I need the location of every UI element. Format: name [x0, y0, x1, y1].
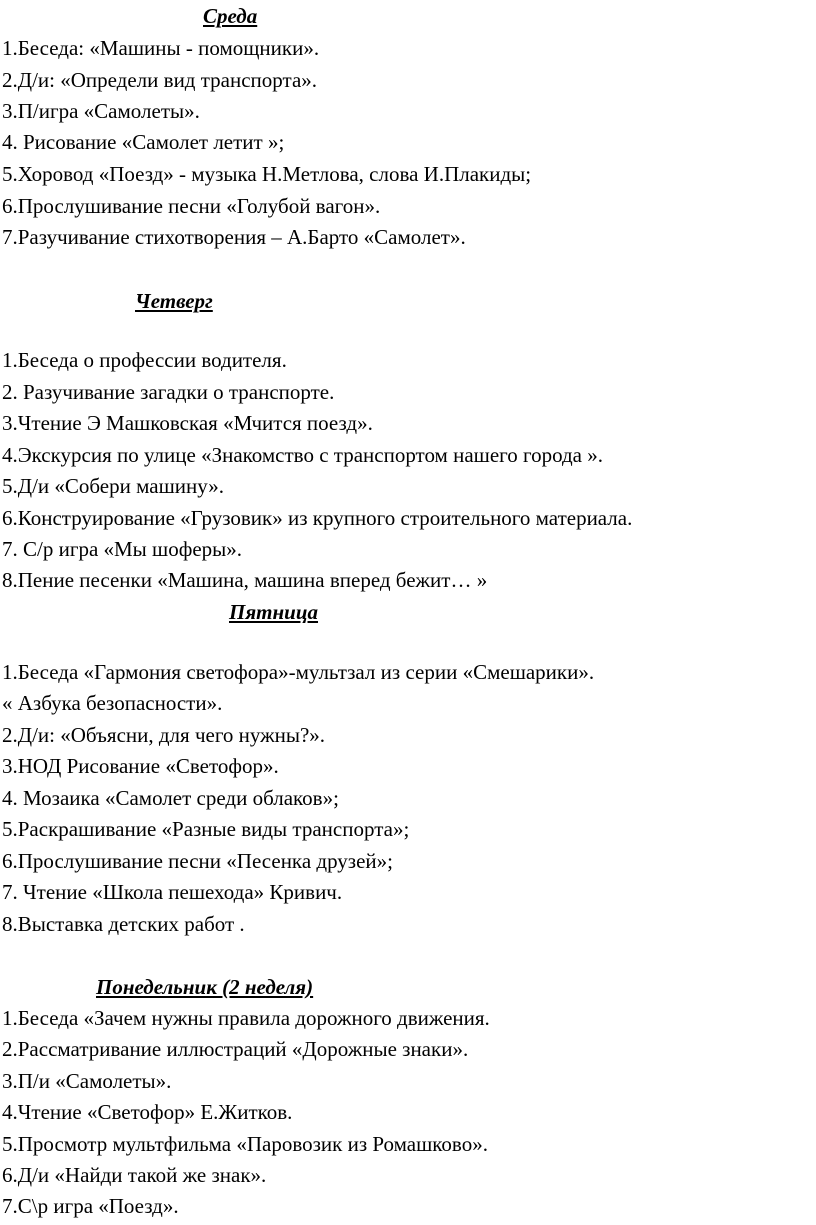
section-title-thursday: Четверг [135, 289, 213, 313]
wednesday-item-6: 6.Прослушивание песни «Голубой вагон». [2, 194, 381, 218]
wednesday-item-3: 3.П/игра «Самолеты». [2, 99, 200, 123]
section-title-monday-week-2: Понедельник (2 неделя) [96, 975, 314, 999]
friday-item-1-continuation: « Азбука безопасности». [2, 691, 223, 715]
friday-item-7: 7. Чтение «Школа пешехода» Кривич. [2, 880, 343, 904]
monday-item-4: 4.Чтение «Светофор» Е.Житков. [2, 1100, 293, 1124]
wednesday-item-4: 4. Рисование «Самолет летит »; [2, 130, 285, 154]
friday-item-5: 5.Раскрашивание «Разные виды транспорта»; [2, 817, 410, 841]
wednesday-item-7: 7.Разучивание стихотворения – А.Барто «Самолет». [2, 225, 466, 249]
thursday-item-4: 4.Экскурсия по улице «Знакомство с транспортом нашего города ». [2, 443, 603, 467]
friday-item-4: 4. Мозаика «Самолет среди облаков»; [2, 786, 339, 810]
friday-item-1: 1.Беседа «Гармония светофора»-мультзал из серии «Смешарики». [2, 660, 595, 684]
thursday-item-2: 2. Разучивание загадки о транспорте. [2, 380, 335, 404]
monday-item-2: 2.Рассматривание иллюстраций «Дорожные знаки». [2, 1037, 469, 1061]
monday-item-1: 1.Беседа «Зачем нужны правила дорожного движения. [2, 1006, 490, 1030]
section-title-wednesday: Среда [203, 4, 258, 28]
friday-item-6: 6.Прослушивание песни «Песенка друзей»; [2, 849, 393, 873]
thursday-item-5: 5.Д/и «Собери машину». [2, 474, 225, 498]
friday-item-2: 2.Д/и: «Объясни, для чего нужны?». [2, 723, 326, 747]
friday-item-8: 8.Выставка детских работ . [2, 912, 245, 936]
thursday-item-8: 8.Пение песенки «Машина, машина вперед бежит… » [2, 568, 488, 592]
wednesday-item-5: 5.Хоровод «Поезд» - музыка Н.Метлова, слова И.Плакиды; [2, 162, 532, 186]
thursday-item-3: 3.Чтение Э Машковская «Мчится поезд». [2, 411, 373, 435]
wednesday-item-2: 2.Д/и: «Определи вид транспорта». [2, 68, 318, 92]
wednesday-item-1: 1.Беседа: «Машины - помощники». [2, 36, 320, 60]
thursday-item-6: 6.Конструирование «Грузовик» из крупного строительного материала. [2, 506, 633, 530]
monday-item-7: 7.С\р игра «Поезд». [2, 1194, 179, 1218]
monday-item-6: 6.Д/и «Найди такой же знак». [2, 1163, 267, 1187]
monday-item-5: 5.Просмотр мультфильма «Паровозик из Ромашково». [2, 1132, 488, 1156]
monday-item-3: 3.П/и «Самолеты». [2, 1069, 172, 1093]
thursday-item-1: 1.Беседа о профессии водителя. [2, 348, 287, 372]
thursday-item-7: 7. С/р игра «Мы шоферы». [2, 537, 243, 561]
section-title-friday: Пятница [229, 600, 319, 624]
friday-item-3: 3.НОД Рисование «Светофор». [2, 754, 279, 778]
